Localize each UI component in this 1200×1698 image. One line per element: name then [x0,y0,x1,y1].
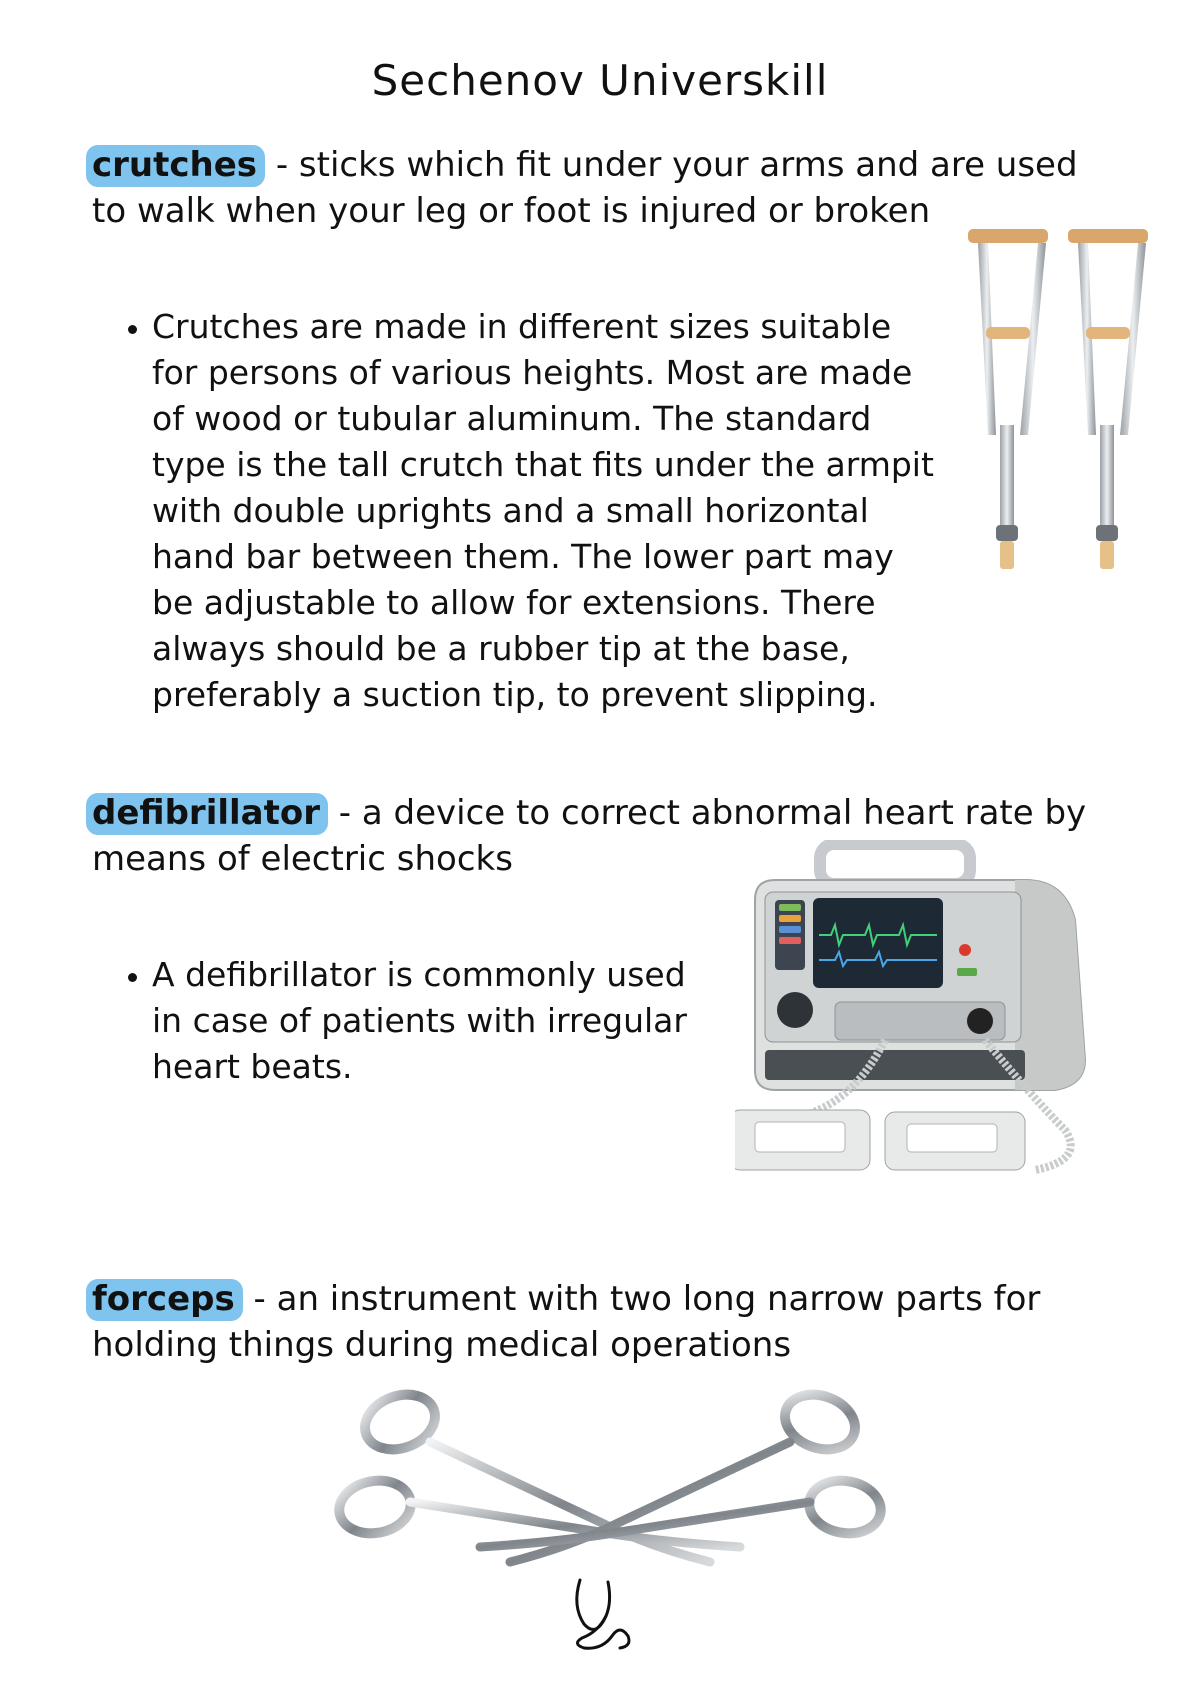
definition-text-crutches: - sticks which fit under your arms and are used to walk when your leg or foot is injured or broken [92,145,1078,231]
term-defibrillator: defibrillator [86,793,328,835]
page-title: Sechenov Universkill [371,56,829,105]
forceps-image [330,1372,890,1582]
bullet-text-crutches: • Crutches are made in different sizes suitable for persons of various heights. Most are made of wood or tubular aluminum. The standard type is the tall crutch that fits under the armpit with double uprights and a small horizontal hand bar between them. The lower part may be adjustable to allow for extensions. There always should be a rubber tip at the base, preferably a suction tip, to prevent slipping. [152,307,934,714]
crutches-image [948,225,1168,605]
definition-text-defibrillator: - a device to correct abnormal heart rate by means of electric shocks [92,793,1087,879]
definition-text-forceps: - an instrument with two long narrow parts for holding things during medical operations [92,1279,1041,1365]
term-crutches: crutches [86,145,265,187]
bullet-list-crutches [112,304,942,718]
bullet-list-defibrillator [112,952,732,1090]
logo-signature [568,1572,634,1656]
bullet-crutches [152,304,942,718]
definition-forceps [92,1276,1092,1368]
bullet-text-defibrillator: • A defibrillator is commonly used in case of patients with irregular heart beats. [152,955,687,1086]
bullet-defibrillator [152,952,732,1090]
term-forceps: forceps [86,1279,243,1321]
definition-crutches [92,142,1092,234]
defibrillator-image [735,840,1115,1190]
